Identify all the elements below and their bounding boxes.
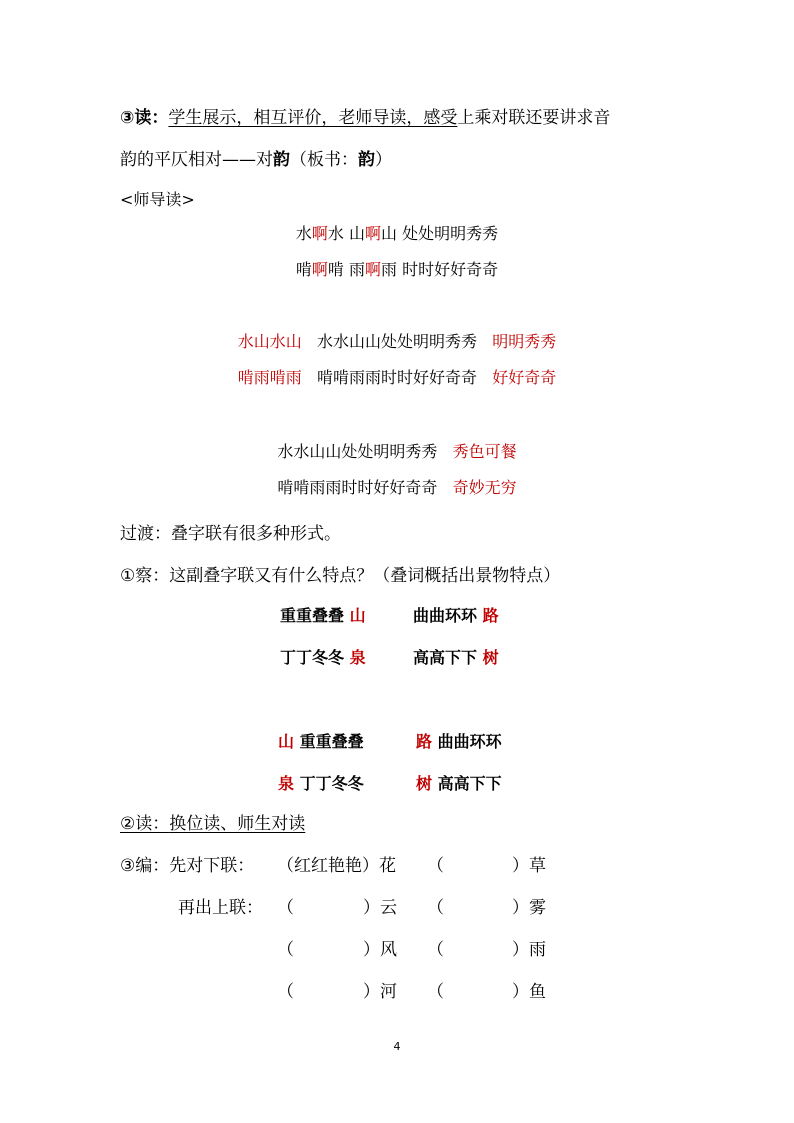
couplet-highlight: 奇妙无穷 xyxy=(452,478,517,497)
couplet-text: 曲曲环环 xyxy=(413,606,478,625)
couplet-highlight: 路 xyxy=(482,606,499,625)
couplet-text: 山 处处明明秀秀 xyxy=(381,224,499,243)
edit-line1 xyxy=(120,854,254,878)
couplet-text: 重重叠叠 xyxy=(280,606,345,625)
interjection-highlight: 啊 xyxy=(365,224,382,243)
read2-line xyxy=(120,812,305,836)
couplet4-upper xyxy=(280,604,366,628)
edit-label: ③编： xyxy=(120,856,170,876)
couplet-text: 曲曲环环 xyxy=(437,732,502,751)
board-note-close: ） xyxy=(375,150,392,170)
couplet-text: 丁丁冬冬 xyxy=(280,648,345,667)
couplet-text: 高高下下 xyxy=(437,774,502,793)
read-label: ③读： xyxy=(120,108,169,128)
couplet-highlight: 山 xyxy=(349,606,366,625)
observe-line: ①察：这副叠字联又有什么特点？（叠词概括出景物特点） xyxy=(120,566,561,586)
couplet-text: 雨 时时好好奇奇 xyxy=(381,260,499,279)
couplet-highlight: 秀色可餐 xyxy=(452,442,517,461)
couplet-highlight: 泉 xyxy=(278,774,295,793)
couplet-text: 水水山山处处明明秀秀 xyxy=(316,332,477,351)
read-rest-text: 上乘对联还要讲求音 xyxy=(457,108,611,128)
couplet-text: 啃 xyxy=(295,260,312,279)
read-line2-text: 韵的平仄相对——对 xyxy=(120,150,273,170)
blank-open: （ xyxy=(277,898,294,918)
couplet-text: 水 xyxy=(295,224,312,243)
edit-first-label: 先对下联： xyxy=(169,856,255,876)
couplet-text: 啃 雨 xyxy=(327,260,365,279)
read2-text: 换位读、师生对读 xyxy=(169,814,306,834)
edit-first-b: （ xyxy=(427,856,444,876)
blank-close: ）风 xyxy=(363,940,397,960)
couplet4-lower-right xyxy=(413,646,499,670)
interjection-highlight: 啊 xyxy=(365,260,382,279)
couplet5-upper xyxy=(278,730,364,754)
board-note-open: （板书： xyxy=(290,150,358,170)
edit-second-label: 再出上联： xyxy=(178,898,263,918)
blank-close: ）云 xyxy=(363,898,397,918)
teacher-read-heading: <师导读> xyxy=(120,190,195,209)
couplet-text: 高高下下 xyxy=(413,648,478,667)
blank-open: （ xyxy=(277,982,294,1002)
board-note-word: 韵 xyxy=(358,150,375,170)
couplet4-upper-right xyxy=(413,604,499,628)
couplet5-lower-right xyxy=(416,772,502,796)
blank-close: ）河 xyxy=(363,982,397,1002)
blank-open: （ xyxy=(277,940,294,960)
couplet4-lower xyxy=(280,646,366,670)
couplet-text: 重重叠叠 xyxy=(299,732,364,751)
couplet2-upper xyxy=(0,330,794,354)
transition-line: 过渡：叠字联有很多种形式。 xyxy=(120,524,341,544)
couplet-highlight: 水山水山 xyxy=(237,332,302,351)
blank-close: ）雨 xyxy=(512,940,546,960)
interjection-highlight: 啊 xyxy=(311,260,328,279)
couplet5-upper-right xyxy=(416,730,502,754)
read2-label: ②读： xyxy=(120,814,170,834)
blank-close: ）鱼 xyxy=(512,982,546,1002)
couplet5-lower xyxy=(278,772,364,796)
couplet1-upper xyxy=(0,222,794,246)
blank-open: （ xyxy=(427,898,444,918)
edit-first-a: （红红艳艳）花 xyxy=(277,856,396,876)
couplet-highlight: 泉 xyxy=(349,648,366,667)
couplet-highlight: 明明秀秀 xyxy=(492,332,557,351)
couplet1-lower xyxy=(0,258,794,282)
couplet2-lower xyxy=(0,366,794,390)
couplet-highlight: 啃雨啃雨 xyxy=(237,368,302,387)
couplet3-upper xyxy=(0,440,794,464)
blank-open: （ xyxy=(427,982,444,1002)
paragraph-read-line1 xyxy=(120,106,610,130)
couplet-highlight: 好好奇奇 xyxy=(492,368,557,387)
couplet-text: 水水山山处处明明秀秀 xyxy=(277,442,438,461)
couplet-highlight: 树 xyxy=(416,774,433,793)
couplet-text: 啃啃雨雨时时好好奇奇 xyxy=(277,478,438,497)
couplet-text: 水 山 xyxy=(327,224,365,243)
blank-open: （ xyxy=(427,940,444,960)
paragraph-read-line2 xyxy=(120,148,392,172)
edit-first-c: ）草 xyxy=(512,856,546,876)
couplet3-lower xyxy=(0,476,794,500)
couplet-text: 啃啃雨雨时时好好奇奇 xyxy=(316,368,477,387)
couplet-highlight: 山 xyxy=(278,732,295,751)
read-underlined-text: 学生展示，相互评价，老师导读，感受 xyxy=(168,108,458,128)
blank-close: ）雾 xyxy=(512,898,546,918)
rhyme-word: 韵 xyxy=(273,150,290,170)
interjection-highlight: 啊 xyxy=(311,224,328,243)
page-number: 4 xyxy=(393,1040,401,1053)
couplet-highlight: 树 xyxy=(482,648,499,667)
couplet-text: 丁丁冬冬 xyxy=(299,774,364,793)
couplet-highlight: 路 xyxy=(416,732,433,751)
